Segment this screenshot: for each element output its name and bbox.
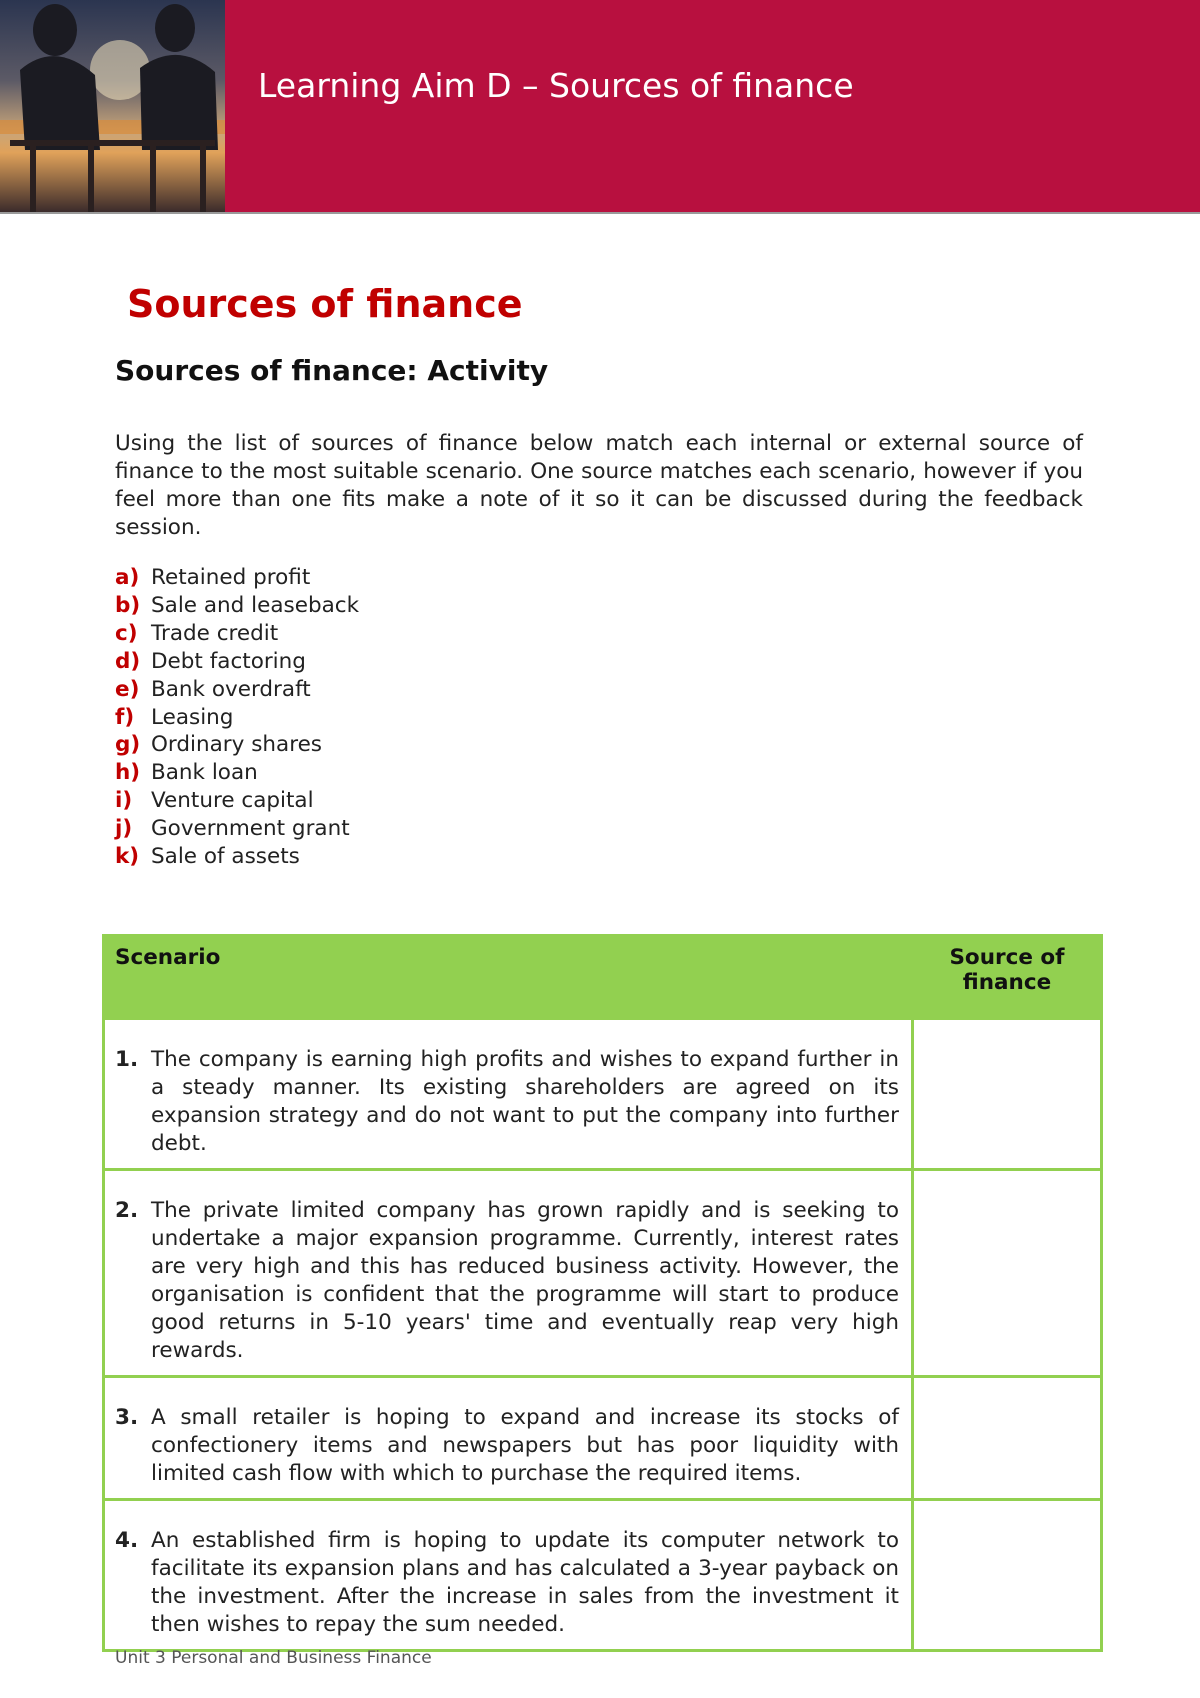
scenario-number: 4. [115, 1528, 139, 1553]
list-item [115, 648, 359, 676]
list-text: Debt factoring [151, 648, 306, 674]
activity-subtitle: Sources of finance: Activity [115, 354, 549, 387]
list-letter: d) [115, 648, 141, 674]
scenario-cell [104, 1377, 913, 1500]
scenario-number: 3. [115, 1405, 139, 1430]
list-letter: k) [115, 844, 140, 870]
list-item [115, 843, 359, 871]
scenario-text: A small retailer is hoping to expand and increase its stocks of confectionery items and newspapers but has poor liquidity with limited cash flow with which to purchase the required items. [151, 1405, 899, 1486]
list-item [115, 731, 359, 759]
list-text: Bank loan [151, 760, 258, 786]
list-item [115, 676, 359, 704]
footer-unit-title: Unit 3 Personal and Business Finance [115, 1648, 432, 1668]
scenario-text: The private limited company has grown rapidly and is seeking to undertake a major expansion programme. Currently, interest rates are very high and this has reduced business activity. However, the organisation is confident that the programme will start to produce good returns in 5-10 years' time and eventually reap very high rewards. [151, 1198, 899, 1363]
list-item [115, 759, 359, 787]
instructions-paragraph: Using the list of sources of finance below match each internal or external source of finance to the most suitable scenario. One source matches each scenario, however if you feel more than one fits make a note of it so it can be discussed during the feedback session. [115, 431, 1083, 540]
list-letter: a) [115, 565, 140, 590]
list-text: Ordinary shares [151, 732, 323, 758]
table-row [104, 1019, 1102, 1170]
list-item [115, 704, 359, 732]
list-letter: b) [115, 592, 141, 618]
list-letter: h) [115, 760, 141, 786]
list-letter: c) [115, 620, 138, 646]
list-text: Leasing [151, 704, 234, 730]
banner-title: Learning Aim D – Sources of finance [258, 66, 854, 105]
list-text: Bank overdraft [151, 676, 311, 702]
source-answer-cell[interactable] [913, 1500, 1102, 1651]
scenario-cell [104, 1170, 913, 1377]
list-text: Trade credit [151, 620, 279, 646]
list-letter: e) [115, 676, 140, 702]
list-item [115, 564, 359, 592]
source-column-header: Source of finance [913, 936, 1102, 1019]
list-letter: f) [115, 704, 135, 730]
list-text: Venture capital [151, 788, 314, 814]
table-row [104, 1500, 1102, 1651]
source-answer-cell[interactable] [913, 1019, 1102, 1170]
page-title: Sources of finance [127, 282, 523, 326]
source-answer-cell[interactable] [913, 1170, 1102, 1377]
sources-list [115, 564, 359, 871]
list-item [115, 620, 359, 648]
scenario-cell [104, 1019, 913, 1170]
source-answer-cell[interactable] [913, 1377, 1102, 1500]
list-text: Government grant [151, 816, 350, 842]
list-item [115, 592, 359, 620]
list-letter: j) [115, 816, 133, 842]
table-row [104, 1377, 1102, 1500]
scenario-number: 2. [115, 1198, 139, 1223]
list-text: Sale and leaseback [151, 592, 360, 618]
scenario-cell [104, 1500, 913, 1651]
list-text: Sale of assets [151, 844, 300, 870]
list-text: Retained profit [151, 565, 311, 590]
list-letter: g) [115, 732, 141, 758]
scenario-table [102, 934, 1103, 1652]
business-meeting-photo [0, 0, 225, 212]
scenario-text: An established firm is hoping to update its computer network to facilitate its expansion plans and has calculated a 3-year payback on the investment. After the increase in sales from the investment it then wishes to repay the sum needed. [151, 1528, 899, 1637]
scenario-text: The company is earning high profits and wishes to expand further in a steady manner. Its existing shareholders are agreed on its expansion strategy and do not want to put the company into further debt. [151, 1047, 899, 1156]
list-item [115, 787, 359, 815]
scenario-column-header: Scenario [104, 936, 913, 1019]
scenario-number: 1. [115, 1047, 139, 1072]
list-letter: i) [115, 788, 133, 814]
table-header-row [104, 936, 1102, 1019]
header-banner [0, 0, 1200, 214]
table-row [104, 1170, 1102, 1377]
list-item [115, 815, 359, 843]
